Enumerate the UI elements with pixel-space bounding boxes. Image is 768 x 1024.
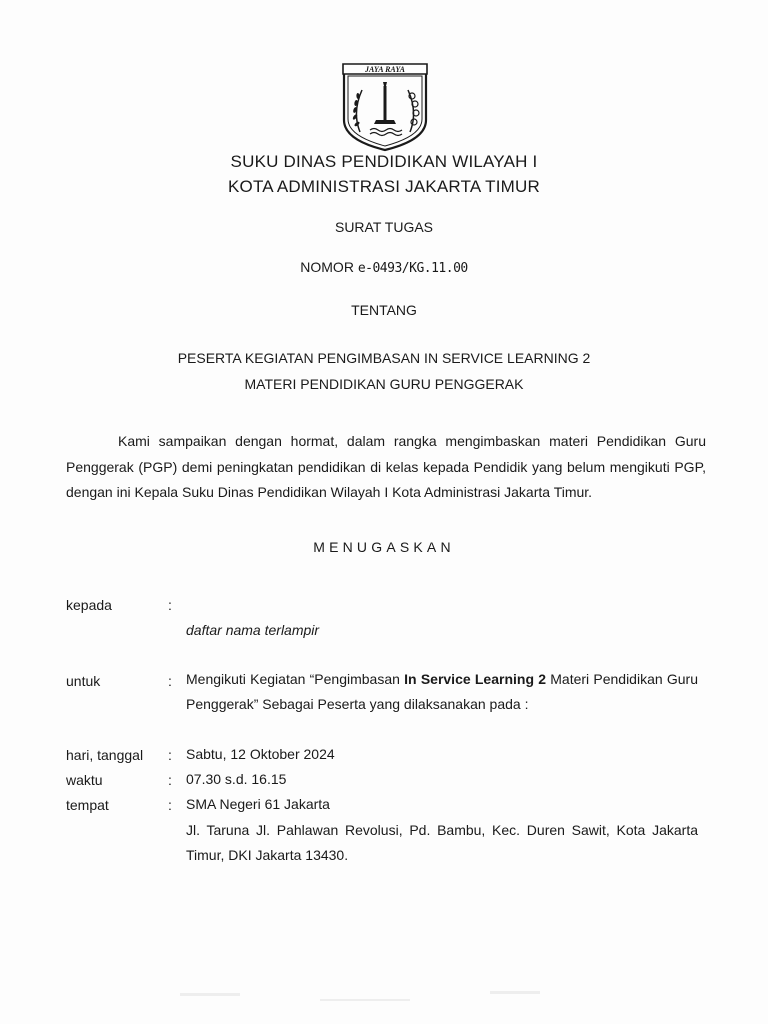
institution-name-line1: SUKU DINAS PENDIDIKAN WILAYAH I: [230, 152, 538, 171]
emblem-banner-text: JAYA RAYA: [365, 65, 405, 74]
subject-line1: PESERTA KEGIATAN PENGIMBASAN IN SERVICE LEARNING 2: [177, 350, 591, 366]
for-value-prefix: Mengikuti Kegiatan “Pengimbasan: [186, 671, 405, 687]
document-number-value: e-0493/KG.11.00: [357, 261, 468, 276]
scan-noise-decoration: [60, 985, 700, 1015]
document-number: [0, 259, 768, 276]
time-value: 07.30 s.d. 16.15: [186, 771, 287, 787]
for-value-bold: In Service Learning 2: [404, 671, 547, 687]
place-label: tempat: [66, 797, 109, 813]
about-heading: TENTANG: [351, 302, 417, 318]
date-value: Sabtu, 12 Oktober 2024: [186, 746, 335, 762]
time-colon: :: [168, 772, 172, 788]
document-number-label: NOMOR: [300, 259, 354, 275]
date-colon: :: [168, 747, 172, 763]
to-colon: :: [168, 597, 172, 613]
institution-name-line2: KOTA ADMINISTRASI JAKARTA TIMUR: [228, 177, 540, 196]
time-label: waktu: [66, 772, 103, 788]
for-colon: :: [168, 673, 172, 689]
place-name: SMA Negeri 61 Jakarta: [186, 796, 330, 812]
instruction-heading: MENUGASKAN: [313, 539, 455, 555]
place-colon: :: [168, 797, 172, 813]
jakarta-emblem-logo: [340, 60, 430, 152]
for-value-suffix: Materi Pendidikan Guru Penggerak” Sebagai Peserta yang dilaksanakan pada :: [186, 671, 698, 712]
for-label: untuk: [66, 673, 101, 689]
document-type: SURAT TUGAS: [334, 219, 434, 235]
date-label: hari, tanggal: [66, 747, 144, 763]
intro-paragraph: Kami sampaikan dengan hormat, dalam rangka mengimbaskan materi Pendidikan Guru Penggerak (PGP) demi peningkatan pendidikan di kelas kepada Pendidik yang belum mengikuti PGP, dengan ini Kepala Suku Dinas Pendidikan Wilayah I Kota Administrasi Jakarta Timur.: [66, 433, 706, 500]
to-label: kepada: [66, 597, 112, 613]
to-value: daftar nama terlampir: [186, 622, 320, 638]
place-address: Jl. Taruna Jl. Pahlawan Revolusi, Pd. Bambu, Kec. Duren Sawit, Kota Jakarta Timur, DKI Jakarta 13430.: [186, 822, 698, 863]
for-value: [186, 667, 698, 717]
subject-line2: MATERI PENDIDIKAN GURU PENGGERAK: [244, 376, 524, 392]
